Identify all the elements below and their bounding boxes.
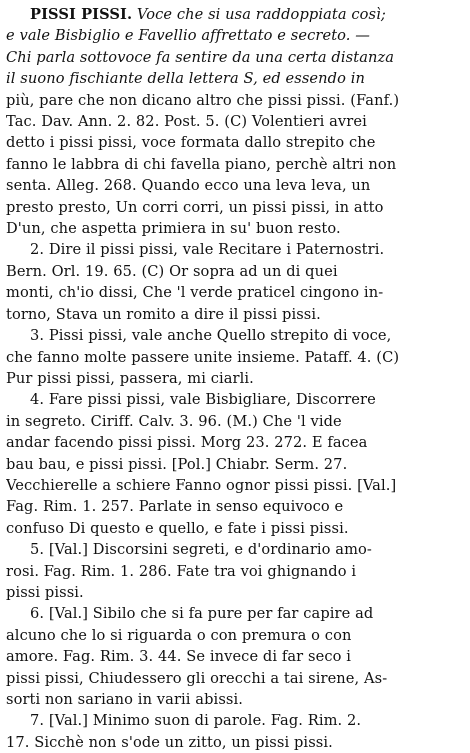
sense-line: Fag. Rim. 1. 257. Parlate in senso equivoco e bbox=[6, 498, 344, 516]
sense-line: 6. [Val.] Sibilo che si fa pure per far capire ad bbox=[30, 605, 374, 623]
sense-line: 7. [Val.] Minimo suon di parole. Fag. Rim. 2. bbox=[30, 712, 362, 730]
sense-7 bbox=[6, 710, 465, 753]
sense-line: 3. Pissi pissi, vale anche Quello strepito di voce, bbox=[30, 327, 392, 345]
sense-line: monti, ch'io dissi, Che 'l verde praticel cingono in- bbox=[6, 284, 384, 302]
sense-line: sorti non sariano in varii abissi. bbox=[6, 691, 243, 708]
entry-line: presto presto, Un corri corri, un pissi pissi, in atto bbox=[6, 198, 384, 216]
entry-line: senta. Alleg. 268. Quando ecco una leva leva, un bbox=[6, 177, 371, 195]
entry-line: più, pare che non dicano altro che pissi pissi. (Fanf.) bbox=[6, 91, 400, 109]
sense-line: rosi. Fag. Rim. 1. 286. Fate tra voi ghignando i bbox=[6, 562, 357, 580]
entry-line bbox=[6, 25, 465, 46]
entry-line: detto i pissi pissi, voce formata dallo strepito che bbox=[6, 134, 376, 152]
sense-3 bbox=[6, 325, 465, 389]
sense-line: 2. Dire il pissi pissi, vale Recitare i Paternostri. bbox=[30, 241, 385, 259]
sense-line: Vecchierelle a schiere Fanno ognor pissi pissi. [Val.] bbox=[6, 476, 397, 494]
entry-line-text: Voce che si usa raddoppiata così; bbox=[136, 6, 386, 23]
sense-line: 4. Fare pissi pissi, vale Bisbigliare, Discorrere bbox=[30, 391, 376, 409]
entry-line-text: Chi parla sottovoce fa sentire da una certa distanza bbox=[6, 48, 395, 66]
headword: PISSI PISSI. bbox=[30, 6, 133, 23]
sense-line: alcuno che lo si riguarda o con premura o con bbox=[6, 626, 352, 644]
entry-line bbox=[6, 68, 465, 89]
entry-line bbox=[6, 4, 465, 25]
entry-line-text: e vale Bisbiglio e Favellio affrettato e secreto. — bbox=[6, 27, 370, 45]
sense-line: pissi pissi. bbox=[6, 583, 84, 601]
sense-line: amore. Fag. Rim. 3. 44. Se invece di far seco i bbox=[6, 648, 351, 666]
sense-line: Bern. Orl. 19. 65. (C) Or sopra ad un di quei bbox=[6, 262, 338, 280]
sense-line: andar facendo pissi pissi. Morg 23. 272. E facea bbox=[6, 434, 368, 452]
entry-line bbox=[6, 47, 465, 68]
sense-2 bbox=[6, 239, 465, 325]
sense-4 bbox=[6, 389, 465, 539]
entry-main bbox=[6, 4, 465, 239]
sense-line: 17. Sicchè non s'ode un zitto, un pissi pissi. bbox=[6, 733, 333, 751]
sense-line: bau bau, e pissi pissi. [Pol.] Chiabr. Serm. 27. bbox=[6, 455, 348, 473]
sense-line: 5. [Val.] Discorsini segreti, e d'ordinario amo- bbox=[30, 541, 372, 559]
sense-5 bbox=[6, 539, 465, 603]
sense-line: che fanno molte passere unite insieme. Pataff. 4. (C) bbox=[6, 348, 400, 366]
sense-line: confuso Di questo e quello, e fate i pissi pissi. bbox=[6, 519, 349, 537]
sense-line: pissi pissi, Chiudessero gli orecchi a tai sirene, As- bbox=[6, 669, 388, 687]
sense-line: Pur pissi pissi, passera, mi ciarli. bbox=[6, 369, 254, 387]
entry-line: D'un, che aspetta primiera in su' buon resto. bbox=[6, 220, 341, 238]
entry-line: fanno le labbra di chi favella piano, perchè altri non bbox=[6, 155, 397, 173]
sense-6 bbox=[6, 603, 465, 710]
sense-line: in segreto. Ciriff. Calv. 3. 96. (M.) Che 'l vide bbox=[6, 412, 342, 430]
entry-line: Tac. Dav. Ann. 2. 82. Post. 5. (C) Volentieri avrei bbox=[6, 113, 367, 131]
sense-line: torno, Stava un romito a dire il pissi pissi. bbox=[6, 305, 321, 323]
entry-line-text: il suono fischiante della lettera S, ed essendo in bbox=[6, 70, 366, 88]
